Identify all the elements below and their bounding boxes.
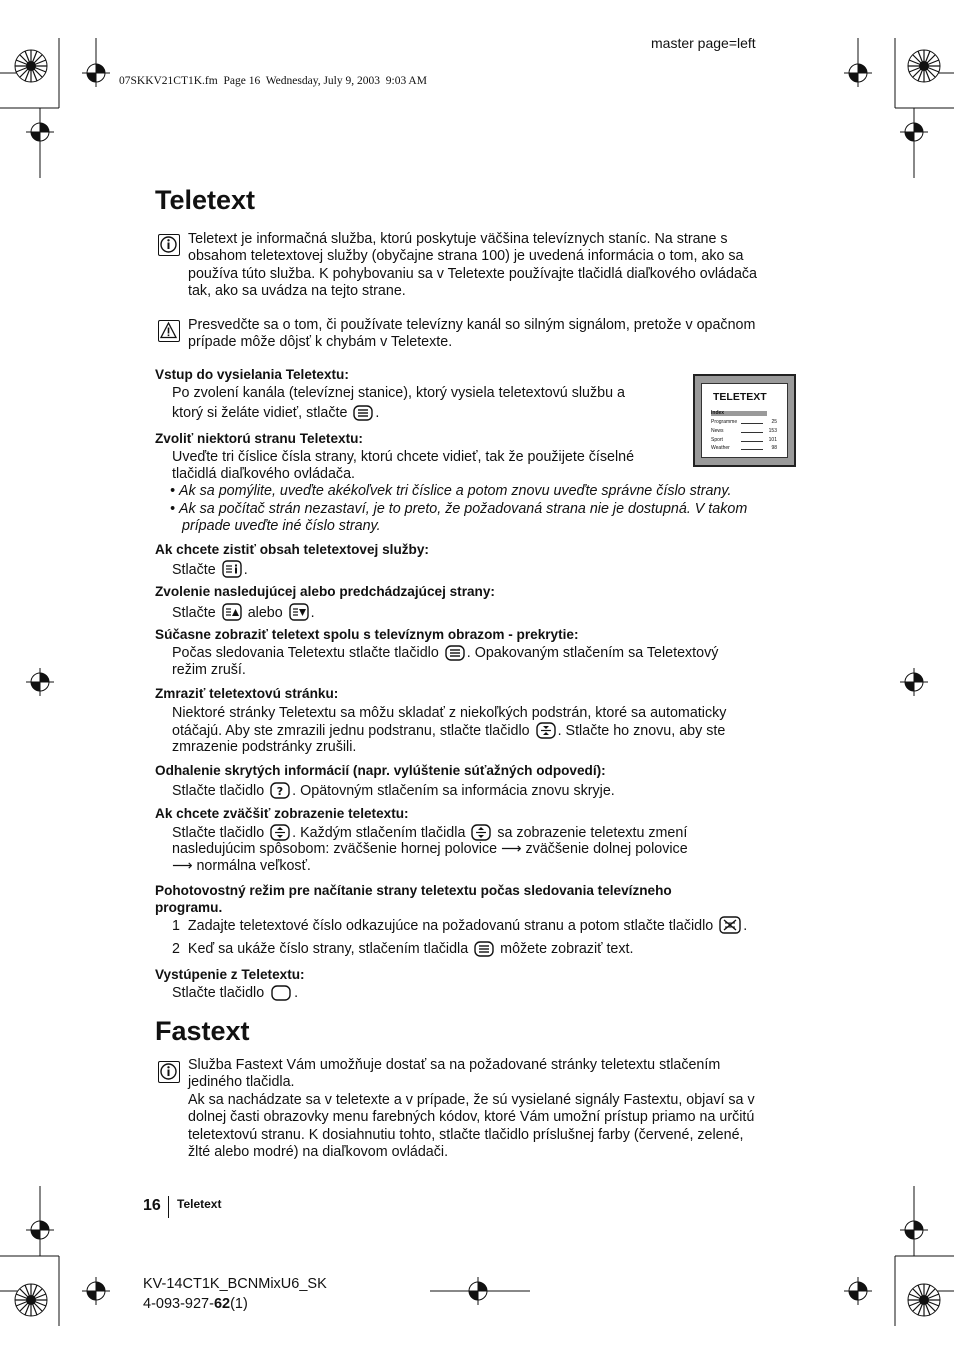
info-line: tak, ako sa uvádza na tejto strane.	[188, 283, 406, 300]
mix-line: Počas sledovania Teletextu stlačte tlačidlo . Opakovaným stlačením sa Teletextový	[172, 645, 719, 661]
fastext-line: žlté alebo modré) na diaľkovom ovládači.	[188, 1144, 449, 1161]
footer-section: Teletext	[177, 1197, 222, 1211]
footer-model: KV-14CT1K_BCNMixU6_SK	[143, 1276, 327, 1292]
file-info: 07SKKV21CT1K.fm Page 16 Wednesday, July 9, 2003 9:03 AM	[119, 75, 427, 87]
teletext-row: Programme 25	[711, 419, 777, 425]
master-page-label: master page=left	[651, 35, 756, 51]
warning-line: Presvedčte sa o tom, či používate televízny kanál so silným signálom, pretože v opačnom	[188, 317, 756, 333]
teletext-screen-illustration	[693, 374, 796, 467]
crosshair-mark-3	[26, 118, 54, 146]
crosshair-mark-6	[900, 668, 928, 696]
crosshair-mark-2	[844, 59, 872, 87]
reveal-button-icon	[270, 782, 290, 799]
arrow-right-icon: ⟶	[501, 841, 522, 857]
info-line: Teletext je informačná služba, ktorú poskytuje väčšina televíznych staníc. Na strane s	[188, 231, 728, 247]
footer-code: 4-093-927-62(1)	[143, 1296, 248, 1312]
heading-mix: Súčasne zobraziť teletext spolu s televíznym obrazom - prekrytie:	[155, 627, 579, 642]
crosshair-mark-4	[900, 118, 928, 146]
page-up-button-icon	[222, 603, 242, 621]
teletext-button-icon	[353, 405, 373, 421]
page-number: 16	[143, 1197, 161, 1214]
heading-standby-cont: programu.	[155, 900, 223, 915]
heading-reveal: Odhalenie skrytých informácií (napr. vylúštenie súťažných odpovedí):	[155, 763, 606, 778]
warning-icon	[158, 320, 180, 342]
select-page-bullet-2: • Ak sa počítač strán nezastaví, je to preto, že požadovaná strana nie je dostupná. V takom	[170, 501, 748, 517]
teletext-row: Sport 101	[711, 437, 777, 443]
standby-button-icon	[719, 916, 741, 934]
warning-line: prípade môže dôjsť k chybám v Teletexte.	[188, 334, 453, 351]
select-page-line: Uveďte tri číslice čísla strany, ktorú chcete vidieť, tak že použijete číselné	[172, 449, 635, 465]
select-page-line: tlačidlá diaľkového ovládača.	[172, 466, 355, 482]
fastext-line: Služba Fastext Vám umožňuje dostať sa na požadované stránky teletextu stlačením	[188, 1057, 721, 1073]
hold-line: Niektoré stránky Teletextu sa môžu skladať z niekoľkých podstrán, ktoré sa automaticky	[172, 705, 727, 721]
registration-mark-tl	[13, 48, 49, 84]
enter-teletext-line: Po zvolení kanála (televíznej stanice), ktorý vysiela teletextovú službu a	[172, 385, 625, 401]
heading-standby: Pohotovostný režim pre načítanie strany teletextu počas sledovania televízneho	[155, 883, 672, 898]
standby-step-1: 1 Zadajte teletextové číslo odkazujúce na požadovanú stranu a potom stlačte tlačidlo .	[172, 918, 748, 934]
fastext-line: Ak sa nachádzate sa v teletexte a v prípade, že sú vysielané signály Fastextu, objaví sa v	[188, 1091, 755, 1108]
info-line: používa túto služba. K pohybovaniu sa v Teletexte používajte tlačidlá diaľkového ovládača	[188, 265, 757, 282]
mix-line: režim zruší.	[172, 662, 246, 678]
tv-button-icon	[270, 985, 292, 1001]
warning-paragraph	[188, 317, 755, 352]
teletext-screen-title: TELETEXT	[713, 391, 767, 403]
crosshair-mark-1	[82, 59, 110, 87]
index-button-icon	[222, 560, 242, 578]
registration-mark-bl	[13, 1282, 49, 1318]
heading-exit: Vystúpenie z Teletextu:	[155, 967, 305, 982]
crop-line-bottom	[430, 1290, 530, 1292]
crosshair-mark-7	[26, 1216, 54, 1244]
hold-line: otáčajú. Aby ste zmrazili jednu podstranu, stlačte tlačidlo . Stlačte ho znovu, aby ste	[172, 723, 726, 739]
crosshair-mark-8	[900, 1216, 928, 1244]
reveal-line: Stlačte tlačidlo ? . Opätovným stlačením sa informácia znovu skryje.	[172, 783, 615, 799]
enter-teletext-line: ktorý si želáte vidieť, stlačte .	[172, 405, 380, 421]
teletext-row: Weather 98	[711, 445, 777, 451]
info-line: obsahom teletextovej služby (obyčajne strana 100) je uvedená informácia o tom, ako sa	[188, 248, 744, 265]
section-title-fastext: Fastext	[155, 1016, 250, 1046]
section-title-teletext: Teletext	[155, 185, 256, 215]
teletext-screen	[701, 383, 788, 458]
heading-enlarge: Ak chcete zväčšiť zobrazenie teletextu:	[155, 806, 409, 821]
select-page-bullet-2-cont: prípade uveďte iné číslo strany.	[182, 518, 381, 534]
info-paragraph	[188, 231, 757, 301]
arrow-right-icon: ⟶	[172, 858, 193, 874]
index-line: Stlačte .	[172, 562, 248, 578]
select-page-bullet-1: • Ak sa pomýlite, uveďte akékoľvek tri číslice a potom znovu uveďte správne číslo strany.	[170, 483, 732, 499]
enlarge-line: nasledujúcim spôsobom: zväčšenie hornej polovice ⟶ zväčšenie dolnej polovice	[172, 841, 688, 857]
crosshair-mark-5	[26, 668, 54, 696]
standby-step-2: 2 Keď sa ukáže číslo strany, stlačením tlačidla môžete zobraziť text.	[172, 941, 634, 957]
enlarge-line: Stlačte tlačidlo . Každým stlačením tlačidla sa zobrazenie teletextu zmení	[172, 825, 688, 841]
fastext-paragraph	[188, 1057, 755, 1161]
heading-hold: Zmraziť teletextovú stránku:	[155, 686, 339, 701]
registration-mark-br	[906, 1282, 942, 1318]
fastext-line: teletextovú stranu. K dosiahnutiu tohto, stlačte tlačidlo príslušnej farby (červené, zelené,	[188, 1126, 744, 1143]
enlarge-line: ⟶ normálna veľkosť.	[172, 858, 311, 874]
crosshair-mark-9	[82, 1277, 110, 1305]
heading-index: Ak chcete zistiť obsah teletextovej služby:	[155, 542, 429, 557]
heading-select-page: Zvoliť niektorú stranu Teletextu:	[155, 431, 363, 446]
teletext-button-icon	[474, 941, 494, 957]
teletext-row: News 153	[711, 428, 777, 434]
registration-mark-tr	[906, 48, 942, 84]
teletext-index-label: Index	[711, 410, 725, 416]
info-icon	[158, 234, 180, 256]
heading-next-prev: Zvolenie nasledujúcej alebo predchádzajúcej strany:	[155, 584, 495, 599]
enlarge-button-icon	[471, 824, 491, 841]
hold-line: zmrazenie podstránky zrušili.	[172, 739, 357, 755]
next-prev-line: Stlačte alebo .	[172, 605, 315, 621]
fastext-line: jediného tlačidla.	[188, 1074, 295, 1091]
crosshair-mark-11	[844, 1277, 872, 1305]
enlarge-button-icon	[270, 824, 290, 841]
info-icon	[158, 1061, 180, 1083]
fastext-line: dolnej časti obrazovky menu farebných kódov, ktoré Vám umožní prístup priamo na určitú	[188, 1109, 755, 1126]
heading-enter-teletext: Vstup do vysielania Teletextu:	[155, 367, 349, 382]
teletext-button-icon	[445, 645, 465, 661]
page-down-button-icon	[289, 603, 309, 621]
exit-line: Stlačte tlačidlo .	[172, 985, 299, 1001]
hold-button-icon	[536, 722, 556, 739]
footer-divider	[168, 1196, 169, 1218]
svg-text:?: ?	[276, 785, 284, 798]
